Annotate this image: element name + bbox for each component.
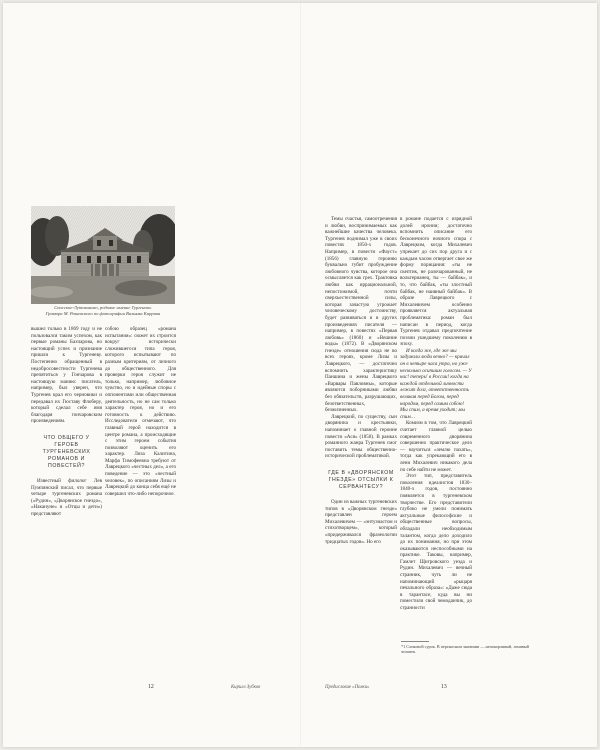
paragraph: в романе подается с изрядной долей иронии; достаточно вспомнить описание его бесконечного ночного спора с Лаврецким, когда Михалевич упрекает до сих пор друга и с каждым часом отвергает свое же форму порицания: «ты не скептик, не разочарованный, не вольтерианец, ты — байбак», и то, что байбак, «ты злостный байбак, не наивный байбак». В образе Лаврецкого с Михалевичем особенно проявляется актуальная проблематика: роман был написан в период, когда Тургенев отдавал предпочтение поэзии ушедшему поколению в эпоху. xyxy=(400,216,472,348)
footnote-text: Сленовой сурок. В переносном значении — непокорливый, ленивый человек. xyxy=(401,644,529,655)
paragraph: Один из важных тургеневских типов в «Дворянском гнезде» представлен героем Михалевичем — «энтузиастом и стихотворцем», который «придерживался фразеологии тридцатых годов». Но его xyxy=(325,498,397,545)
paragraph: Темы счастья, самоотречения и любви, воспринимаемых как важнейшие качества человека. Тургенев поднимал уже в своих повестях 1850-х годов. Например, в повести «Фауст» (1856) главную героиню буквально губит пробуждение любовного чувства, которое она осмысляется как грех. Трактовка любви как иррациональной, непостижимой, почти сверхъестественной силы, которая зачастую угрожает человеческому достоинству, будет развиваться и в других произведениях писателя — например, в повестях «Первая любовь» (1860) и «Вешние воды» (1872). В «Дворянском гнезде» отношения сюда не во всех героях, кроме Лизы и Лаврецкого, — достаточно вспомнить характеристику Паншина и жены Лаврецкого «Варвары Павловны», которые являются поборниками любви без обязательств, разрушающих, безответственных, безжизненных. xyxy=(325,216,397,414)
left-page-column-2 xyxy=(105,326,176,497)
manor-engraving-image xyxy=(31,206,175,304)
page-number-right: 13 xyxy=(441,684,447,690)
engraving-manor-house-icon xyxy=(31,206,175,304)
right-page-column-1 xyxy=(325,216,397,545)
paragraph: Лаврецкий, по существу, сын дворянина и крестьянки, напоминает о главной героине повести «Ася» (1858). В рамках романного жанра Тургенев смог поставить темы общественно-исторической проблематикой. xyxy=(325,413,397,460)
page-gutter xyxy=(300,3,301,747)
paragraph: Известный филолог Лев Пумпянский писал, что первые четыре тургеневских романа («Рудин», «Дворянское гнездо», «Накануне» и «Отцы и дети») представляют xyxy=(31,477,102,517)
book-spread xyxy=(3,3,597,747)
right-page-column-2 xyxy=(400,216,472,612)
page-number-left: 12 xyxy=(148,684,154,690)
caption-line-1: Спасское-Лутовиново, родовое имение Тургенева. xyxy=(54,305,152,310)
section-heading: ГДЕ В «ДВОРЯНСКОМ ГНЕЗДЕ» ОТСЫЛКИ К СЕРВАНТЕСУ? xyxy=(328,469,394,490)
paragraph: собою образец «романа испытания»: сюжет их строится вокруг исторически сложившегося типа героя, которого испытывают по разным критериям, от личного до общественного. Для проверки героя служит не только, например, любовное чувство, но и идейные споры с оппонентами или общественная деятельность, но не сам только характер героя, но и его готовность к действию. Исследователи отмечают, что главный герой находится в центре романа, а происходящие с этим героем события позволяют оценить его характер. Лиза Калитина, Марфа Тимофеевна требуют от Лаврецкого «честных дел», а его поведение — это «честный человек», по описаниям Лизы и Лаврецкий до конца себя ещё не совершил что-либо непорочное. xyxy=(105,326,176,497)
running-head-right: Предисловие «Полки» xyxy=(325,685,370,690)
paragraph: вышел только в 1869 году и не пользовался таким успехом, как первые романы Бахчарова, но настоящий успех и признание пришли к Тургеневу. Постепенно обращенный в недобросовестности Тургенева препятиться у Гончарова в настоящую манию: писатель, например, был уверен, что Тургенев крал его черновики и передавал их Гюставу Флоберу, который сделал себе имя благодаря гончаровским произведениям. xyxy=(31,326,102,425)
paragraph: Комизм в том, что Лаврецкий считает главной целью современного дворянина совершенно практическое дело — научиться «землю пахать», тогда как упрекающий его в лени Михалевич никакого дела по себе найти не может. xyxy=(400,420,472,473)
footnote xyxy=(401,644,541,655)
left-page-column-1 xyxy=(31,326,102,517)
running-head-left: Кирилл Зубков xyxy=(231,685,261,690)
quoted-passage: И когда же, где же мы задумали люди вечно? — кричал он в четыре часа утра, но уже несколько осипшим голосом. — У нас! теперь! в России! когда на каждой отдельной личности лежит долг, ответственность великая перед Богом, перед народом, перед самим собою! Мы спим, а время уходит; мы спим… xyxy=(400,347,472,420)
section-heading: ЧТО ОБЩЕГО У ГЕРОЕВ ТУРГЕНЕВСКИХ РОМАНОВ И ПОВЕСТЕЙ? xyxy=(42,434,91,469)
illustration-caption xyxy=(31,305,175,317)
footnote-rule xyxy=(401,641,429,642)
caption-line-2: Гравюра М. Рашевского по фотографии Вильяма Каррика xyxy=(45,310,161,316)
footnote-mark: *1 xyxy=(401,644,406,649)
paragraph: Этот тип, представитель поколения идеалистов 1830–1840-х годов, постоянно появляется в тургеневском творчестве. Его представители глубоко не умели понимать актуальные философские и общественные вопросы, обладали необходимым талантом, когда дело доходило до их понимания, но при этом оказываются неспособными на практике. Таковы, например, Гамлет Щигровского уезда и Рудин. Михалевич — вечный странник, чуть ли не напоминающий «рыцаря печального образа»: «Даже сюда в тарантасе, куда вы ни поместили свой чемоданчик, до странности xyxy=(400,473,472,612)
